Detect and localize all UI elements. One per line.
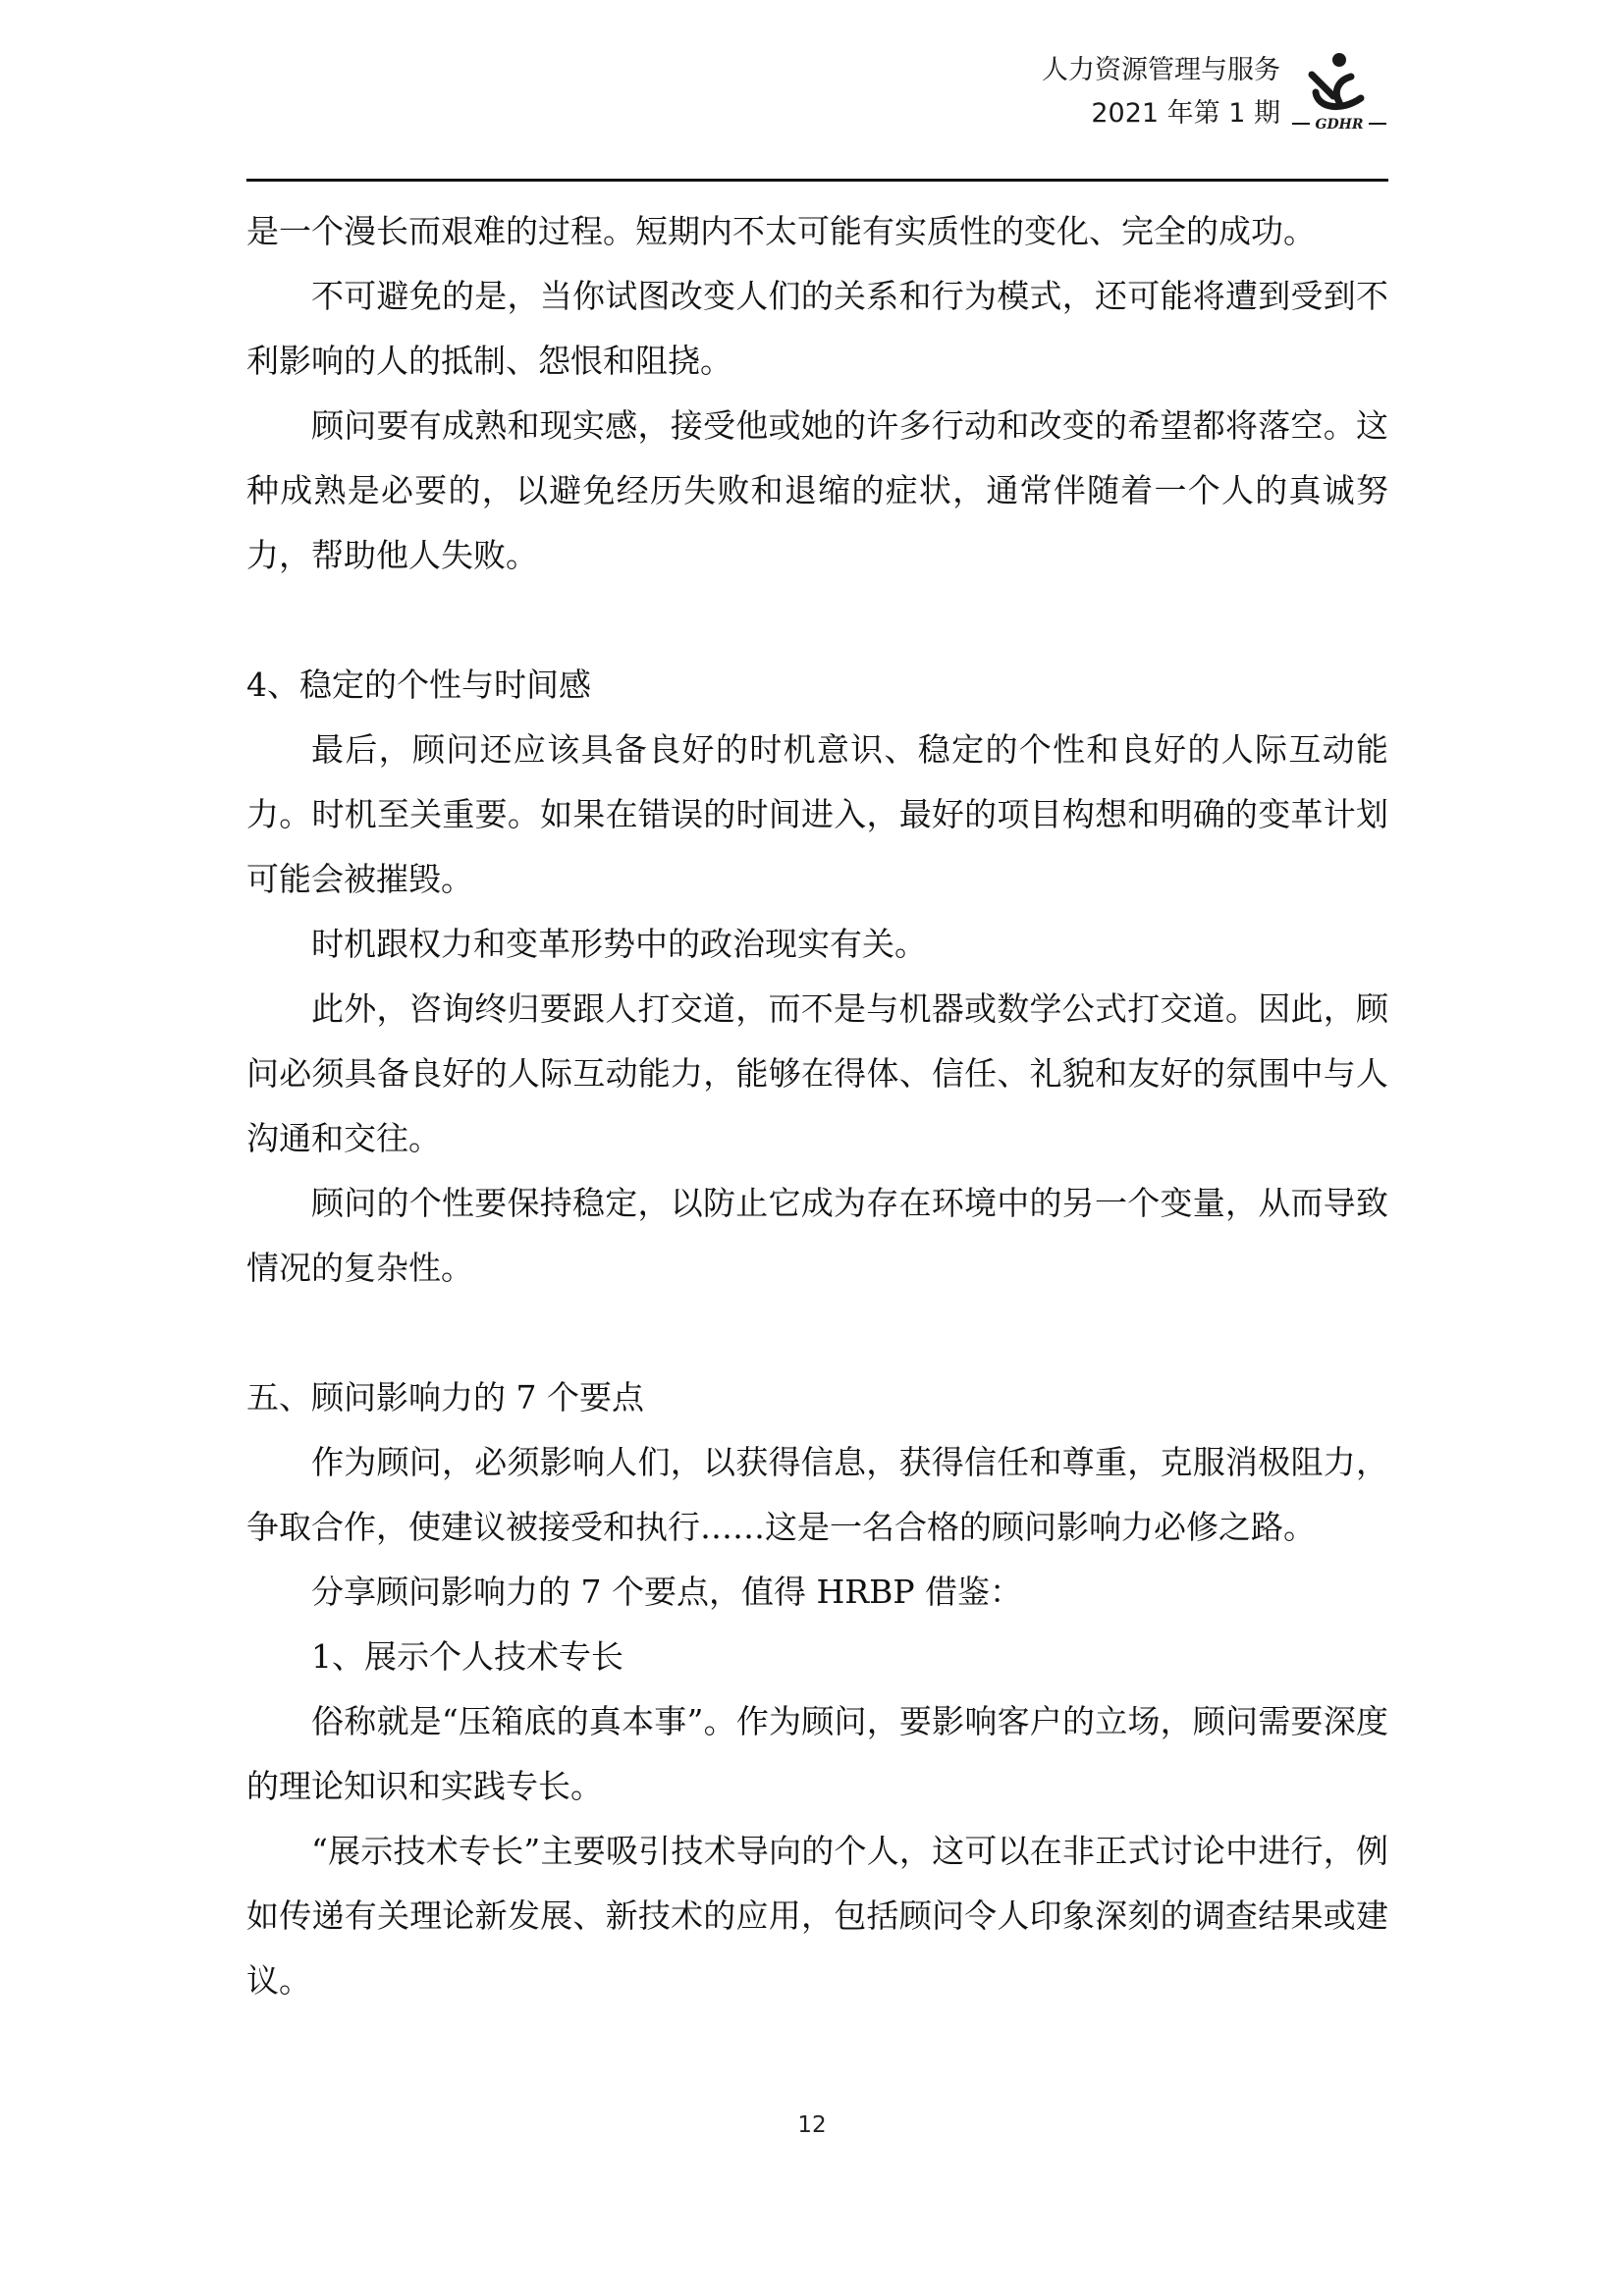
page-number: 12: [797, 2112, 827, 2138]
body-paragraph: 是一个漫长而艰难的过程。短期内不太可能有实质性的变化、完全的成功。: [246, 212, 1316, 250]
header-divider: [246, 179, 1388, 182]
section-heading: 4、稳定的个性与时间感: [246, 666, 591, 704]
body-paragraph: 1、展示个人技术专长: [311, 1637, 623, 1676]
body-paragraph: 顾问要有成熟和现实感，接受他或她的许多行动和改变的希望都将落空。这种成熟是必要的，以避免经历失败和退缩的症状，通常伴随着一个人的真诚努力，帮助他人失败。: [246, 406, 1388, 574]
body-paragraph: 分享顾问影响力的 7 个要点，值得 HRBP 借鉴：: [311, 1573, 1023, 1611]
body-paragraph: 此外，咨询终归要跟人打交道，而不是与机器或数学公式打交道。因此，顾问必须具备良好的人际互动能力，能够在得体、信任、礼貌和友好的氛围中与人沟通和交往。: [246, 989, 1388, 1157]
page-header: [246, 39, 1388, 177]
body-paragraph: 顾问的个性要保持稳定，以防止它成为存在环境中的另一个变量，从而导致情况的复杂性。: [246, 1184, 1388, 1287]
article-body: [246, 199, 1388, 2013]
issue-label: 2021 年第 1 期: [1091, 98, 1280, 129]
body-paragraph: 时机跟权力和变革形势中的政治现实有关。: [311, 925, 927, 963]
paragraph-gap: [246, 588, 1388, 653]
section-heading: 五、顾问影响力的 7 个要点: [246, 1378, 644, 1416]
journal-title: 人力资源管理与服务: [1042, 55, 1280, 85]
body-paragraph: 最后，顾问还应该具备良好的时机意识、稳定的个性和良好的人际互动能力。时机至关重要。如果在错误的时间进入，最好的项目构想和明确的变革计划可能会被摧毁。: [246, 730, 1388, 898]
body-paragraph: 作为顾问，必须影响人们，以获得信息，获得信任和尊重，克服消极阻力，争取合作，使建议被接受和执行……这是一名合格的顾问影响力必修之路。: [246, 1443, 1388, 1546]
body-paragraph: 不可避免的是，当你试图改变人们的关系和行为模式，还可能将遭到受到不利影响的人的抵制、怨恨和阻挠。: [246, 277, 1388, 380]
body-paragraph: 俗称就是“压箱底的真本事”。作为顾问，要影响客户的立场，顾问需要深度的理论知识和实践专长。: [246, 1702, 1388, 1805]
body-paragraph: “展示技术专长”主要吸引技术导向的个人，这可以在非正式讨论中进行，例如传递有关理论新发展、新技术的应用，包括顾问令人印象深刻的调查结果或建议。: [246, 1832, 1388, 2000]
gdhr-logo-icon: [1290, 47, 1388, 135]
logo-text: GDHR: [1315, 117, 1364, 133]
header-text-block: [1042, 49, 1280, 135]
paragraph-gap: [246, 1301, 1388, 1365]
